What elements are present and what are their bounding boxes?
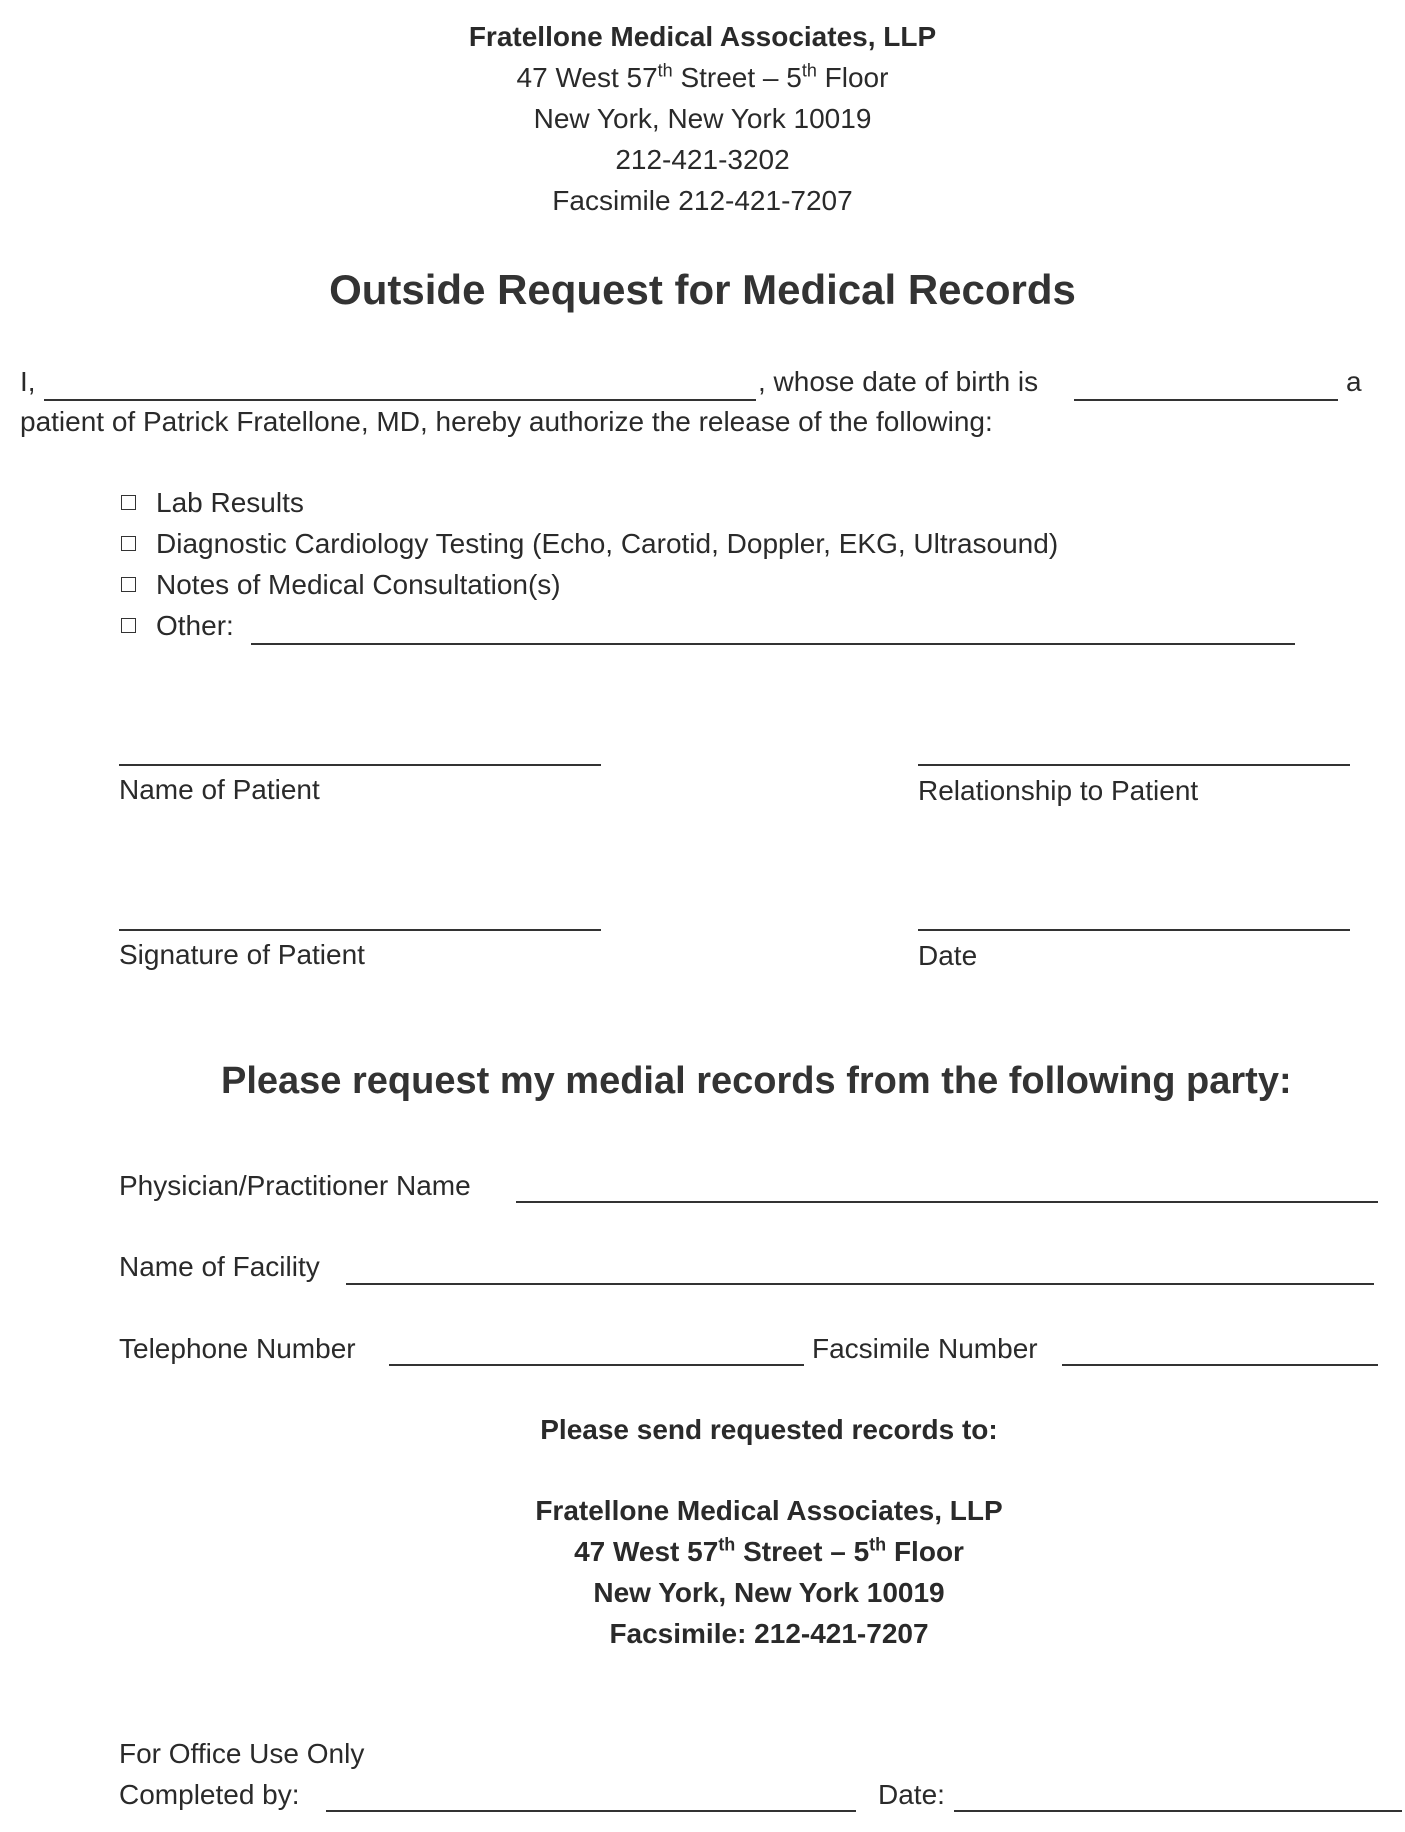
send-to-heading: Please send requested records to: bbox=[540, 1414, 998, 1445]
send-to-city: New York, New York 10019 bbox=[593, 1577, 945, 1608]
checkbox[interactable] bbox=[121, 536, 136, 551]
signature-line[interactable] bbox=[119, 929, 601, 931]
facility-line[interactable] bbox=[346, 1283, 1374, 1285]
practice-phone: 212-421-3202 bbox=[615, 144, 790, 175]
name-of-patient-line[interactable] bbox=[119, 764, 601, 766]
auth-prefix: I, bbox=[20, 366, 36, 397]
request-heading: Please request my medial records from the following party: bbox=[221, 1060, 1292, 1102]
other-line[interactable] bbox=[251, 643, 1295, 645]
relationship-line[interactable] bbox=[918, 764, 1350, 766]
relationship-label: Relationship to Patient bbox=[918, 775, 1199, 806]
patient-name-line[interactable] bbox=[44, 399, 756, 401]
practice-name: Fratellone Medical Associates, LLP bbox=[468, 21, 937, 52]
completed-by-line[interactable] bbox=[326, 1810, 856, 1812]
send-to-practice: Fratellone Medical Associates, LLP bbox=[535, 1495, 1003, 1526]
checklist-item[interactable]: Other: bbox=[121, 610, 234, 642]
office-use-label: For Office Use Only bbox=[119, 1738, 365, 1769]
physician-label: Physician/Practitioner Name bbox=[119, 1170, 471, 1201]
auth-trail: a bbox=[1346, 366, 1362, 397]
signature-date-label: Date bbox=[918, 940, 978, 971]
auth-dob-text: , whose date of birth is bbox=[758, 366, 1039, 397]
physician-line[interactable] bbox=[516, 1201, 1378, 1203]
form-title: Outside Request for Medical Records bbox=[329, 266, 1076, 313]
signature-label: Signature of Patient bbox=[119, 939, 365, 970]
fax-label: Facsimile Number bbox=[812, 1333, 1038, 1364]
office-date-line[interactable] bbox=[954, 1810, 1402, 1812]
fax-line[interactable] bbox=[1062, 1364, 1378, 1366]
signature-date-line[interactable] bbox=[918, 929, 1350, 931]
checklist-item[interactable]: Diagnostic Cardiology Testing (Echo, Carotid, Doppler, EKG, Ultrasound) bbox=[121, 528, 1058, 560]
checkbox[interactable] bbox=[121, 577, 136, 592]
checkbox[interactable] bbox=[121, 495, 136, 510]
telephone-line[interactable] bbox=[389, 1364, 804, 1366]
office-date-label: Date: bbox=[878, 1779, 945, 1810]
dob-line[interactable] bbox=[1074, 399, 1338, 401]
name-of-patient-label: Name of Patient bbox=[119, 774, 320, 805]
completed-by-label: Completed by: bbox=[119, 1779, 300, 1810]
checklist-item[interactable]: Lab Results bbox=[121, 487, 304, 519]
send-to-address: 47 West 57th Street – 5th Floor bbox=[574, 1534, 964, 1567]
practice-address: 47 West 57th Street – 5th Floor bbox=[516, 60, 889, 93]
send-to-fax: Facsimile: 212-421-7207 bbox=[609, 1618, 929, 1649]
practice-fax: Facsimile 212-421-7207 bbox=[552, 185, 853, 216]
checklist-item[interactable]: Notes of Medical Consultation(s) bbox=[121, 569, 561, 601]
telephone-label: Telephone Number bbox=[119, 1333, 356, 1364]
facility-label: Name of Facility bbox=[119, 1251, 320, 1282]
checkbox[interactable] bbox=[121, 618, 136, 633]
auth-line-2: patient of Patrick Fratellone, MD, hereby authorize the release of the following: bbox=[20, 406, 993, 437]
practice-city: New York, New York 10019 bbox=[533, 103, 872, 134]
